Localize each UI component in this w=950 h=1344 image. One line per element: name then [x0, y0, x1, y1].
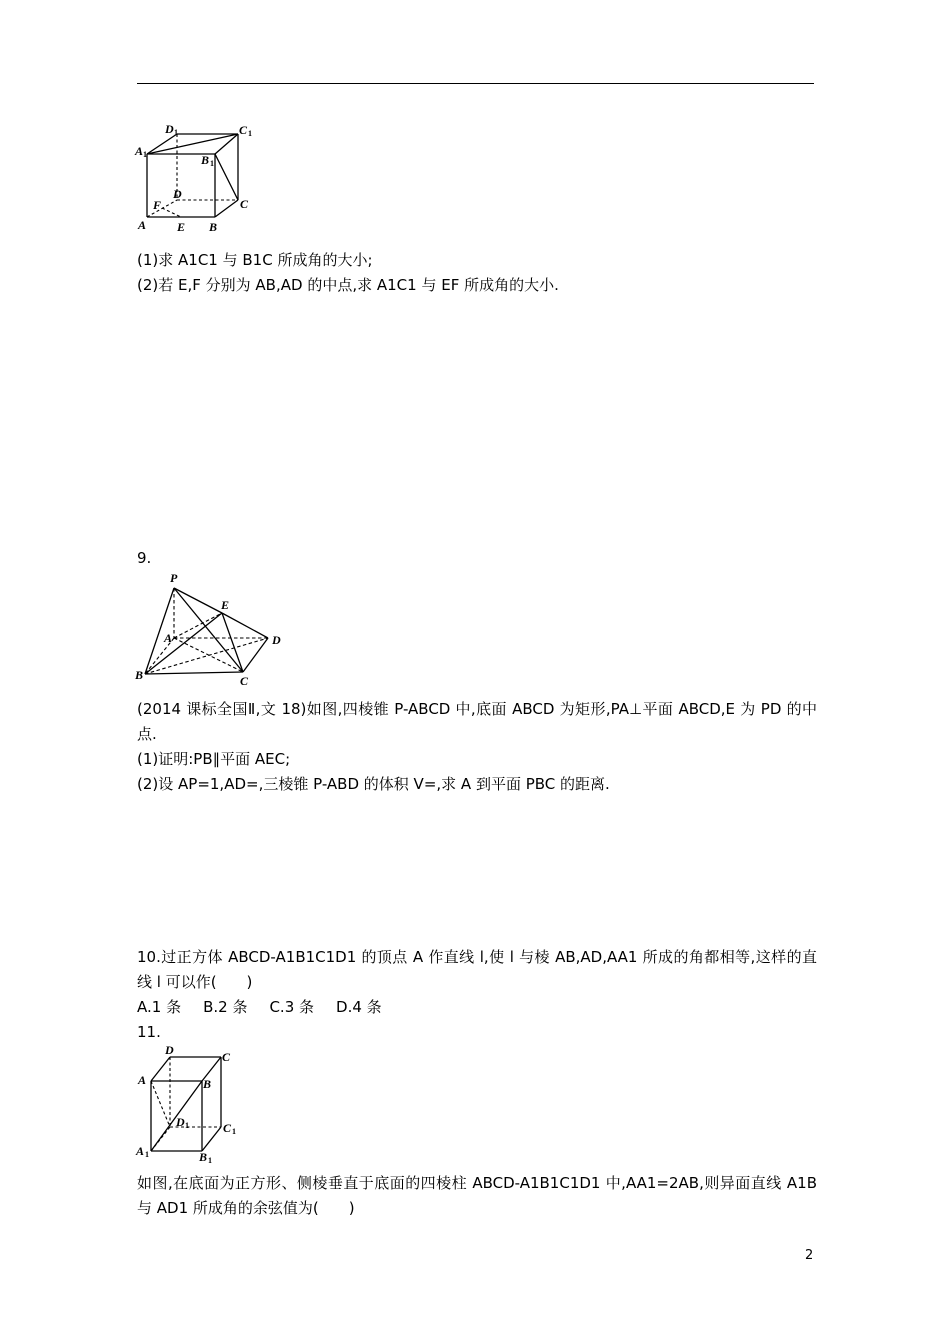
- pyramid-label-a: A: [164, 631, 173, 645]
- cube-label-f: F: [153, 198, 162, 212]
- prism-label-b: B: [203, 1077, 212, 1091]
- cube-label-a: A: [138, 218, 147, 232]
- q8-part2: (2)若 E,F 分别为 AB,AD 的中点,求 A1C1 与 EF 所成角的大小.: [137, 276, 559, 294]
- pyramid-label-e: E: [221, 598, 230, 612]
- q10-option-d: D.4 条: [336, 998, 382, 1016]
- cube-label-c: C: [240, 197, 249, 211]
- pyramid-figure: [133, 570, 293, 688]
- prism-label-a: A: [138, 1073, 147, 1087]
- prism-label-b1: B: [199, 1150, 208, 1163]
- q9-number: 9.: [137, 549, 152, 567]
- q9-part1: (1)证明:PB∥平面 AEC;: [137, 750, 291, 768]
- cube-label-d: D: [173, 187, 182, 201]
- prism-figure: [133, 1043, 248, 1163]
- pyramid-label-c: C: [240, 674, 249, 688]
- svg-text:1: 1: [208, 1156, 212, 1163]
- svg-text:1: 1: [232, 1127, 236, 1136]
- cube-label-d1: D: [165, 122, 174, 136]
- prism-label-c1: C: [223, 1121, 232, 1135]
- svg-text:1: 1: [143, 150, 147, 159]
- svg-text:1: 1: [248, 129, 252, 138]
- pyramid-label-d: D: [272, 633, 281, 647]
- prism-label-c: C: [222, 1050, 231, 1064]
- svg-text:1: 1: [145, 1150, 149, 1159]
- q10-option-b: B.2 条: [203, 998, 248, 1016]
- pyramid-label-b: B: [135, 668, 144, 682]
- q9-stem: (2014 课标全国Ⅱ,文 18)如图,四棱锥 P-ABCD 中,底面 ABCD 为矩形,PA⊥平面 ABCD,E 为 PD 的中点.: [137, 700, 817, 743]
- q10-option-c: C.3 条: [269, 998, 315, 1016]
- cube-label-e: E: [177, 220, 186, 234]
- header-rule: [137, 83, 814, 84]
- q9-part2: (2)设 AP=1,AD=,三棱锥 P-ABD 的体积 V=,求 A 到平面 PBC 的距离.: [137, 775, 610, 793]
- cube-label-b1: B: [201, 153, 210, 167]
- cube-label-a1: A: [135, 144, 144, 158]
- svg-text:1: 1: [174, 128, 178, 137]
- svg-text:1: 1: [185, 1121, 189, 1130]
- page-number: 2: [805, 1248, 814, 1263]
- q11-stem: 如图,在底面为正方形、侧棱垂直于底面的四棱柱 ABCD-A1B1C1D1 中,AA1=2AB,则异面直线 A1B 与 AD1 所成角的余弦值为( ): [137, 1174, 817, 1217]
- q10-option-a: A.1 条: [137, 998, 182, 1016]
- q11-number: 11.: [137, 1023, 161, 1041]
- q10-stem: 10.过正方体 ABCD-A1B1C1D1 的顶点 A 作直线 l,使 l 与棱 AB,AD,AA1 所成的角都相等,这样的直线 l 可以作( ): [137, 948, 817, 991]
- cube-label-c1: C: [239, 123, 248, 137]
- q8-part1: (1)求 A1C1 与 B1C 所成角的大小;: [137, 251, 373, 269]
- prism-label-d1: D: [176, 1115, 185, 1129]
- svg-text:1: 1: [210, 159, 214, 168]
- prism-label-d: D: [165, 1043, 174, 1057]
- prism-label-a1: A: [136, 1144, 145, 1158]
- pyramid-label-p: P: [170, 571, 178, 585]
- cube-label-b: B: [209, 220, 218, 234]
- cube-figure: [133, 120, 258, 235]
- q10-options: [137, 997, 404, 1017]
